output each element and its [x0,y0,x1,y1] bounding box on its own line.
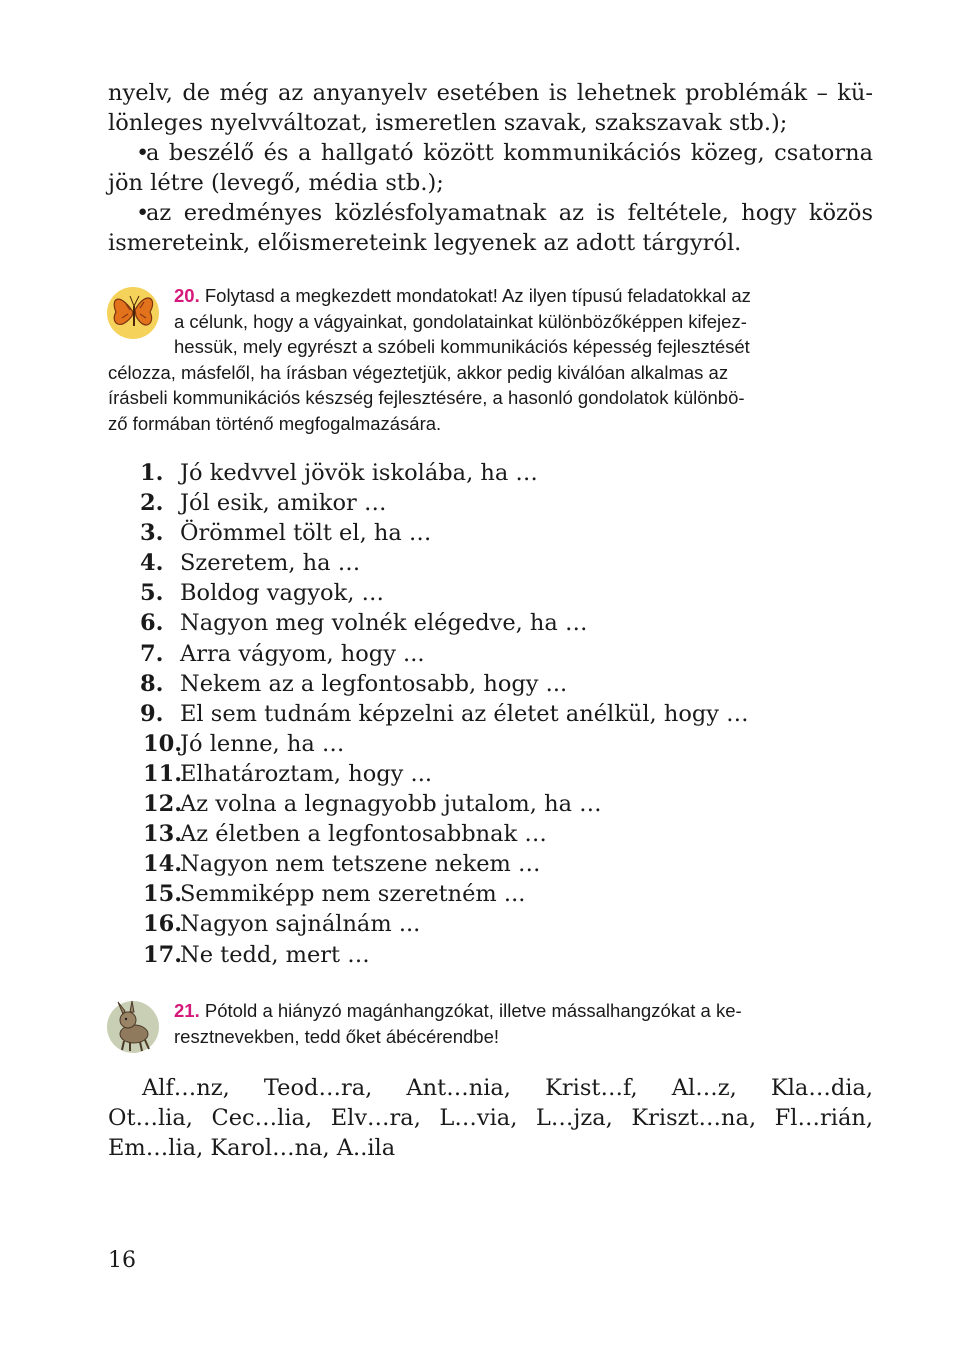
sentence-text: Semmiképp nem szeretném ... [180,881,526,908]
sentence-item [140,639,749,669]
sentence-number: 3. [140,520,164,547]
task-line [108,998,873,1024]
names-line: Em…lia, Karol…na, A..ila [108,1135,396,1161]
sentence-number: 13. [143,821,183,848]
intro-paragraph [108,78,873,138]
names-line: Alf…nz, Teod…ra, Ant…nia, Krist…f, Al…z, Kla…dia, [142,1075,873,1101]
sentence-item [140,940,749,970]
sentence-number: 2. [140,490,164,517]
task-text: Pótold a hiányzó magánhangzókat, illetve mássalhangzókat a ke- [204,1000,742,1021]
sentence-item [140,909,749,939]
intro-line: nyelv, de még az anyanyelv esetében is lehetnek problémák – kü-lönleges nyelvváltozat, ismeretlen szavak, szakszavak stb.); [108,80,873,136]
sentence-item [140,608,749,638]
sentence-text: El sem tudnám képzelni az életet anélkül, hogy … [180,700,749,727]
sentence-text: Örömmel tölt el, ha … [180,520,432,547]
sentence-text: Jó kedvvel jövök iskolába, ha … [180,460,538,486]
sentence-number: 9. [140,700,164,727]
sentence-item [140,699,749,729]
sentence-item [140,759,749,789]
sentence-text: Az életben a legfontosabbnak … [180,821,547,848]
sentence-number: 10. [143,730,183,757]
sentence-item [140,729,749,759]
sentence-number: 8. [140,670,164,697]
task-20 [108,283,873,436]
bullet-text: az eredményes közlésfolyamatnak az is feltétele, hogy közös ismereteink, előismereteink legyenek az adott tárgyról. [108,200,873,256]
sentence-item [140,488,749,518]
task-line: ző formában történő megfogalmazására. [108,412,442,434]
page-number: 16 [108,1248,136,1273]
sentence-text: Nagyon sajnálnám ... [180,911,421,938]
sentence-item [140,849,749,879]
sentence-text: Jó lenne, ha … [180,730,345,757]
task-line: a célunk, hogy a vágyainkat, gondolatainkat különbözőképpen kifejez- [174,310,747,332]
sentence-number: 14. [143,851,183,878]
sentence-list [140,458,749,970]
sentence-number: 5. [140,580,164,607]
sentence-item [140,819,749,849]
sentence-item [140,578,749,608]
task-text: Folytasd a megkezdett mondatokat! Az ilyen típusú feladatokkal az [204,285,751,306]
sentence-number: 6. [140,610,164,637]
task-number: 20. [174,285,200,306]
sentence-item [140,518,749,548]
names-exercise [108,1073,873,1163]
sentence-number: 17. [143,941,183,968]
bullet-text: a beszélő és a hallgató között kommunikációs közeg, csatorna jön létre (levegő, média stb.); [108,140,873,196]
sentence-text: Szeretem, ha … [180,550,361,577]
sentence-number: 4. [140,550,164,577]
sentence-number: 11. [143,760,183,787]
names-line: Ot…lia, Cec…lia, Elv…ra, L…via, L…jza, Kriszt…na, Fl…rián, [108,1105,873,1131]
intro-text [108,78,873,258]
bullet-dot: • [136,140,150,166]
task-line: hessük, mely egyrészt a szóbeli kommunikációs képesség fejlesztését [174,336,750,357]
sentence-number: 7. [140,640,164,667]
bullet-item [108,198,873,258]
sentence-number: 16. [143,911,183,938]
sentence-item [140,548,749,578]
sentence-item [140,789,749,819]
sentence-item [140,458,749,488]
sentence-text: Jól esik, amikor … [180,490,387,517]
task-21 [108,998,873,1049]
sentence-item [140,879,749,909]
sentence-text: Nekem az a legfontosabb, hogy ... [180,670,568,697]
sentence-text: Az volna a legnagyobb jutalom, ha … [180,791,602,818]
task-line: resztnevekben, tedd őket ábécérendbe! [174,1025,500,1047]
task-line: írásbeli kommunikációs készség fejlesztésére, a hasonló gondolatok különbö- [108,387,745,408]
sentence-item [140,669,749,699]
sentence-text: Ne tedd, mert … [180,941,370,968]
sentence-number: 15. [143,881,183,908]
task-line: célozza, másfelől, ha írásban végeztetjük, akkor pedig kiválóan alkalmas az [108,361,729,383]
task-line [108,283,873,309]
bullet-item [108,138,873,198]
sentence-number: 12. [143,791,183,818]
sentence-text: Nagyon nem tetszene nekem … [180,851,541,878]
sentence-text: Elhatároztam, hogy ... [180,760,432,787]
sentence-text: Boldog vagyok, … [180,580,385,607]
task-number: 21. [174,1000,200,1021]
sentence-text: Arra vágyom, hogy ... [180,640,425,667]
bullet-dot: • [136,200,150,226]
sentence-text: Nagyon meg volnék elégedve, ha … [180,610,588,637]
sentence-number: 1. [140,460,164,486]
